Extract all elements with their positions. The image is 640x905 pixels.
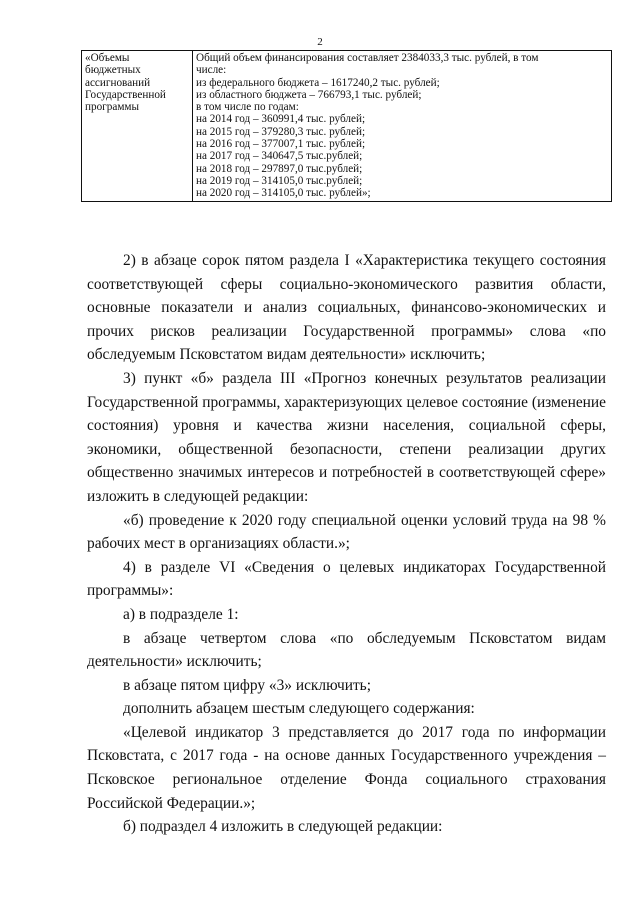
paragraph-item-2: 2) в абзаце сорок пятом раздела I «Характеристика текущего состояния соответствующей сферы социально-экономического развития области, основные показатели и анализ социальных, финансово-экономических и прочих рисков реализации Государственной программы» слова «по обследуемым Псковстатом видам деятельности» исключить; [87,252,606,364]
funding-value-line: числе: [196,64,227,77]
funding-label-line: бюджетных [85,64,141,77]
funding-value-line: на 2014 год – 360991,4 тыс. рублей; [196,113,366,126]
funding-value-line: из областного бюджета – 766793,1 тыс. рублей; [196,88,422,101]
paragraph-item-3: 3) пункт «б» раздела III «Прогноз конечных результатов реализации Государственной программы, характеризующих целевое состояние (изменение состояния) уровня и качества жизни населения, социальной сферы, экономики, общественной безопасности, степени реализации других общественно значимых интересов и потребностей в соответствующей сфере» изложить в следующей редакции: [87,369,606,505]
paragraph-item-4: 4) в разделе VI «Сведения о целевых индикаторах Государственной программы»: [87,558,606,600]
funding-value-line: на 2016 год – 377007,1 тыс. рублей; [196,138,366,151]
funding-value-line: Общий объем финансирования составляет 2384033,3 тыс. рублей, в том [196,52,539,64]
paragraph-subitem-a: а) в подразделе 1: [123,605,239,623]
paragraph-add-abzac-6: дополнить абзацем шестым следующего содержания: [123,700,475,718]
funding-label-line: программы [85,101,139,114]
funding-value-line: в том числе по годам: [196,101,299,114]
paragraph-subitem-b: б) подраздел 4 изложить в следующей редакции: [123,818,443,836]
funding-value-line: на 2020 год – 314105,0 тыс. рублей»; [196,187,371,200]
funding-label-line: «Объемы [85,52,130,64]
page-number: 2 [317,36,323,48]
funding-label-line: Государственной [85,88,166,101]
document-body [87,249,606,839]
funding-value-line: из федерального бюджета – 1617240,2 тыс. рублей; [196,76,440,89]
paragraph-quote-b: «б) проведение к 2020 году специальной оценки условий труда на 98 % рабочих мест в организациях области.»; [87,511,606,553]
funding-value-line: на 2015 год – 379280,3 тыс. рублей; [196,125,366,138]
funding-label-cell [82,51,193,202]
paragraph-abzac-5: в абзаце пятом цифру «3» исключить; [123,676,371,694]
funding-value-cell [193,51,612,202]
funding-value-line: на 2019 год – 314105,0 тыс.рублей; [196,174,363,187]
funding-table [81,50,612,202]
paragraph-abzac-4: в абзаце четвертом слова «по обследуемым Псковстатом видам деятельности» исключить; [87,629,606,671]
funding-label-line: ассигнований [85,76,151,89]
funding-value-line: на 2018 год – 297897,0 тыс.рублей; [196,162,363,175]
funding-value-line: на 2017 год – 340647,5 тыс.рублей; [196,150,363,163]
funding-table-row [82,51,612,202]
paragraph-indicator-quote: «Целевой индикатор 3 представляется до 2017 года по информации Псковстата, с 2017 года - на основе данных Государственного учреждения – Псковское региональное отделение Фонда социального страхования Российской Федерации.»; [87,723,606,812]
